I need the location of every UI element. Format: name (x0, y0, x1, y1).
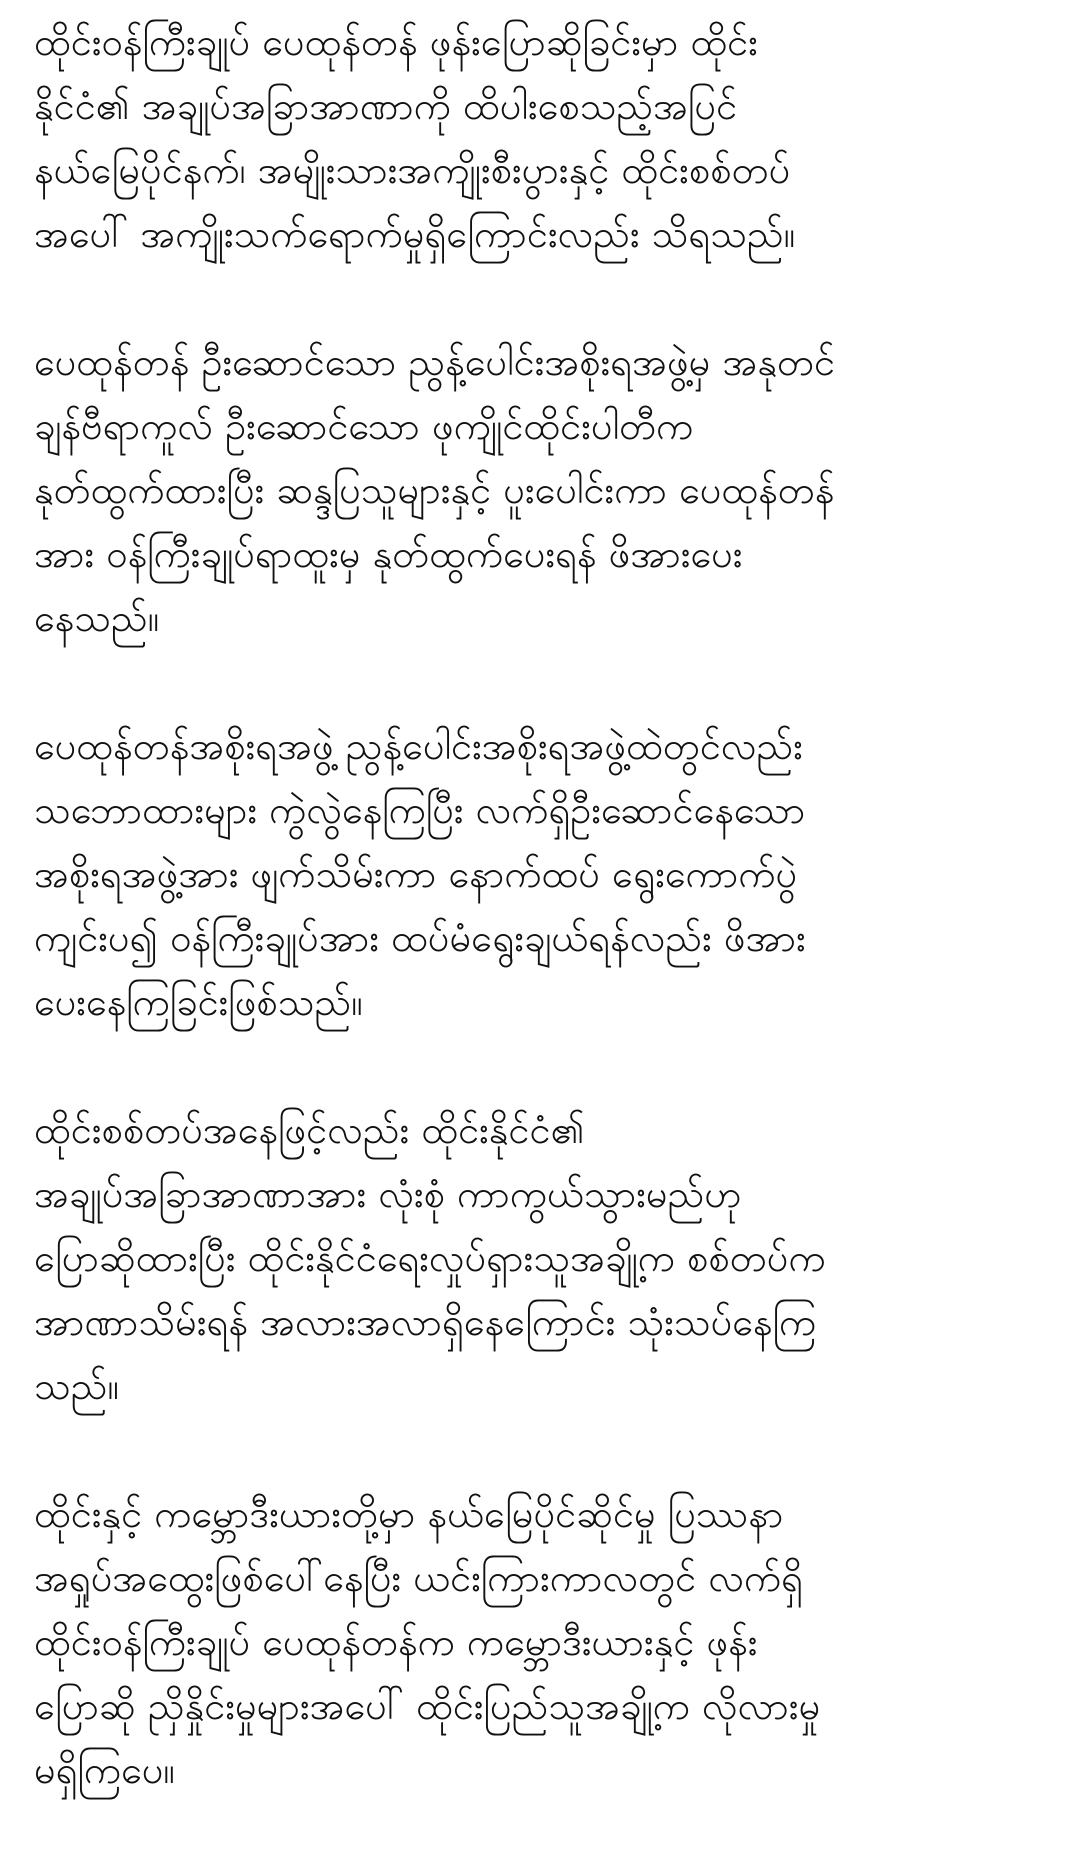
paragraph-4 (34, 1098, 1044, 1418)
text-line: အစိုးရအဖွဲ့အား ဖျက်သိမ်းကာ နောက်ထပ် ရွေးကောက်ပွဲ (34, 852, 798, 896)
text-line: နုတ်ထွက်ထားပြီး ဆန္ဒပြသူများနှင့် ပူးပေါင်းကာ ပေထုန်တန် (34, 468, 835, 512)
text-line: နယ်မြေပိုင်နက်၊ အမျိုးသားအကျိုးစီးပွားနှင့် ထိုင်းစစ်တပ် (34, 148, 791, 192)
text-line: အပေါ် အကျိုးသက်ရောက်မှုရှိကြောင်းလည်း သိရသည်။ (34, 212, 796, 256)
text-line: မရှိကြပေ။ (34, 1748, 175, 1792)
text-line: သဘောထားများ ကွဲလွဲနေကြပြီး လက်ရှိဦးဆောင်နေသော (34, 788, 806, 832)
text-line: ပေထုန်တန် ဦးဆောင်သော ညွန့်ပေါင်းအစိုးရအဖွဲ့မှ အနုတင် (34, 340, 836, 384)
text-line: နိုင်ငံ၏ အချုပ်အခြာအာဏာကို ထိပါးစေသည့်အပြင် (34, 84, 738, 128)
text-line: နေသည်။ (34, 596, 160, 640)
paragraph-2 (34, 330, 1044, 650)
paragraph-3 (34, 714, 1044, 1034)
text-line: ပြောဆို ညှိနှိုင်းမှုများအပေါ် ထိုင်းပြည်သူအချို့က လိုလားမှု (34, 1684, 821, 1728)
text-line: ထိုင်းစစ်တပ်အနေဖြင့်လည်း ထိုင်းနိုင်ငံ၏ (34, 1108, 585, 1152)
paragraph-5 (34, 1482, 1044, 1802)
text-line: အား ဝန်ကြီးချုပ်ရာထူးမှ နုတ်ထွက်ပေးရန် ဖိအားပေး (34, 532, 743, 576)
text-line: ထိုင်းဝန်ကြီးချုပ် ပေထုန်တန်က ကမ္ဘောဒီးယားနှင့် ဖုန်း (34, 1620, 758, 1664)
text-line: ထိုင်းဝန်ကြီးချုပ် ပေထုန်တန် ဖုန်းပြောဆိုခြင်းမှာ ထိုင်း (34, 20, 758, 64)
article-body (34, 10, 1044, 1866)
text-line: ကျင်းပ၍ ဝန်ကြီးချုပ်အား ထပ်မံရွေးချယ်ရန်လည်း ဖိအား (34, 916, 806, 960)
text-line: ထိုင်းနှင့် ကမ္ဘောဒီးယားတို့မှာ နယ်မြေပိုင်ဆိုင်မှု ပြဿနာ (34, 1492, 784, 1536)
text-line: ပေထုန်တန်အစိုးရအဖွဲ့ ညွန့်ပေါင်းအစိုးရအဖွဲ့ထဲတွင်လည်း (34, 724, 803, 768)
text-line: ချန်ဗီရာကူလ် ဦးဆောင်သော ဖုကျိုင်ထိုင်းပါတီက (34, 404, 694, 448)
text-line: ပြောဆိုထားပြီး ထိုင်းနိုင်ငံရေးလှုပ်ရှားသူအချို့က စစ်တပ်က (34, 1236, 826, 1280)
text-line: အရှုပ်အထွေးဖြစ်ပေါ်နေပြီး ယင်းကြားကာလတွင် လက်ရှိ (34, 1556, 803, 1600)
text-line: အာဏာသိမ်းရန် အလားအလာရှိနေကြောင်း သုံးသပ်နေကြ (34, 1300, 817, 1344)
text-line: ပေးနေကြခြင်းဖြစ်သည်။ (34, 980, 363, 1024)
text-line: သည်။ (34, 1364, 119, 1408)
text-line: အချုပ်အခြာအာဏာအား လုံးစုံ ကာကွယ်သွားမည်ဟု (34, 1172, 742, 1216)
paragraph-1 (34, 10, 1044, 266)
